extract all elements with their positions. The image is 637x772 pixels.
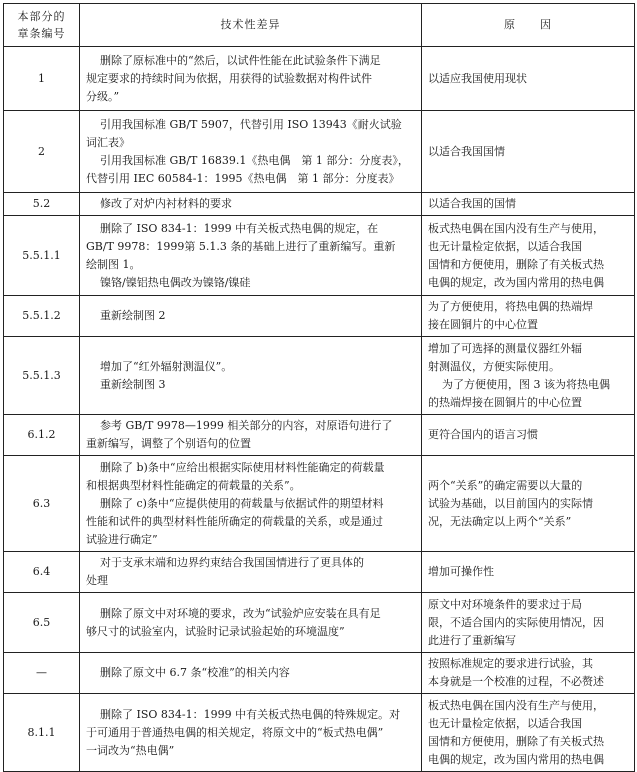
row-diff: 参考 GB/T 9978—1999 相关部分的内容，对原语句进行了 重新编写，调整了个别语句的位置 (80, 415, 422, 456)
row-diff: 对于支承末端和边界约束结合我国国情进行了更具体的 处理 (80, 552, 422, 593)
table-row (4, 552, 635, 593)
difference-table (3, 3, 635, 772)
header-clause: 本部分的 章条编号 (4, 4, 80, 47)
row-reason: 以适合我国的国情 (422, 193, 635, 216)
row-diff: 修改了对炉内衬材料的要求 (80, 193, 422, 216)
row-reason: 更符合国内的语言习惯 (422, 415, 635, 456)
row-diff: 删除了原文中对环境的要求，改为“试验炉应安装在具有足 够尺寸的试验室内，试验时记录试验起始的环境温度” (80, 593, 422, 653)
row-diff: 删除了 b)条中“应给出根据实际使用材料性能确定的荷载量 和根据典型材料性能确定的荷载量的关系”。 删除了 c)条中“应提供使用的荷载量与依据试件的期望材料 性能和试件的典型材料性能所确定的荷载量的关系，或是通过 试验进行确定” (80, 456, 422, 552)
table-row (4, 653, 635, 694)
row-diff: 删除了原文中 6.7 条“校准”的相关内容 (80, 653, 422, 694)
row-diff: 增加了“红外辐射测温仪”。 重新绘制图 3 (80, 337, 422, 415)
row-reason: 板式热电偶在国内没有生产与使用， 也无计量检定依据，以适合我国 国情和方便使用，删除了有关板式热 电偶的规定，改为国内常用的热电偶 (422, 694, 635, 772)
header-diff: 技术性差异 (80, 4, 422, 47)
row-reason: 以适应我国使用现状 (422, 47, 635, 111)
row-clause: 5.5.1.3 (4, 337, 80, 415)
row-clause: — (4, 653, 80, 694)
header-reason: 原 因 (422, 4, 635, 47)
table-row (4, 193, 635, 216)
row-reason: 增加了可选择的测量仪器红外辐 射测温仪，方便实际使用。 为了方便使用，图 3 该为将热电偶 的热端焊接在圆铜片的中心位置 (422, 337, 635, 415)
row-reason: 增加可操作性 (422, 552, 635, 593)
row-diff: 删除了 ISO 834-1：1999 中有关板式热电偶的规定，在 GB/T 9978：1999第 5.1.3 条的基础上进行了重新编写。重新 绘制图 1。 镍铬/镍铝热电偶改为镍铬/镍硅 (80, 216, 422, 296)
row-diff: 重新绘制图 2 (80, 296, 422, 337)
row-reason: 以适合我国国情 (422, 111, 635, 193)
row-reason: 两个“关系”的确定需要以大量的 试验为基础，以目前国内的实际情 况，无法确定以上两个“关系” (422, 456, 635, 552)
row-clause: 6.3 (4, 456, 80, 552)
table-row (4, 337, 635, 415)
table-row (4, 456, 635, 552)
row-diff: 引用我国标准 GB/T 5907，代替引用 ISO 13943《耐火试验 词汇表》 引用我国标准 GB/T 16839.1《热电偶 第 1 部分：分度表》， 代替引用 IEC 60584-1：1995《热电偶 第 1 部分：分度表》 (80, 111, 422, 193)
row-clause: 5.2 (4, 193, 80, 216)
row-clause: 6.1.2 (4, 415, 80, 456)
row-clause: 8.1.1 (4, 694, 80, 772)
row-clause: 6.4 (4, 552, 80, 593)
table-row (4, 47, 635, 111)
header-row (4, 4, 635, 47)
row-diff: 删除了 ISO 834-1：1999 中有关板式热电偶的特殊规定。对 于可通用于普通热电偶的相关规定，将原文中的“板式热电偶” 一词改为“热电偶” (80, 694, 422, 772)
row-clause: 5.5.1.2 (4, 296, 80, 337)
table-row (4, 694, 635, 772)
table-row (4, 415, 635, 456)
row-reason: 原文中对环境条件的要求过于局 限，不适合国内的实际使用情况，因 此进行了重新编写 (422, 593, 635, 653)
table-row (4, 111, 635, 193)
row-reason: 按照标准规定的要求进行试验，其 本身就是一个校准的过程，不必赘述 (422, 653, 635, 694)
row-diff: 删除了原标准中的“然后，以试件性能在此试验条件下满足 规定要求的持续时间为依据，用获得的试验数据对构件试件 分级。” (80, 47, 422, 111)
table-row (4, 216, 635, 296)
row-clause: 6.5 (4, 593, 80, 653)
row-clause: 1 (4, 47, 80, 111)
row-reason: 为了方便使用，将热电偶的热端焊 接在圆铜片的中心位置 (422, 296, 635, 337)
row-reason: 板式热电偶在国内没有生产与使用， 也无计量检定依据，以适合我国 国情和方便使用，删除了有关板式热 电偶的规定，改为国内常用的热电偶 (422, 216, 635, 296)
row-clause: 2 (4, 111, 80, 193)
table-row (4, 296, 635, 337)
row-clause: 5.5.1.1 (4, 216, 80, 296)
table-row (4, 593, 635, 653)
